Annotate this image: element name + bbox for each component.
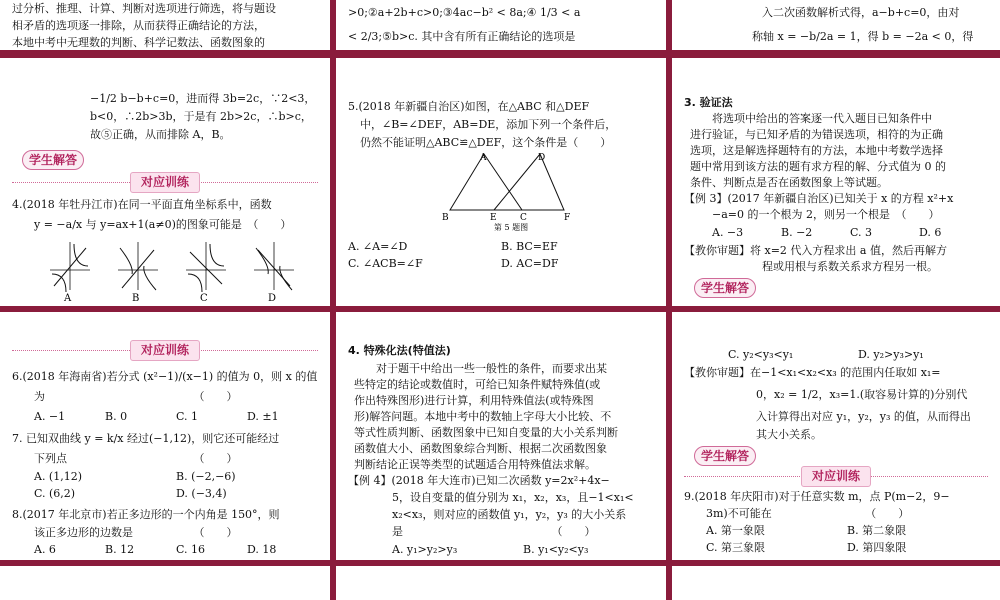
question-6-line: 6.(2018 年海南省)若分式 (x²−1)/(x−1) 的值为 0，则 x 的值: [12, 370, 318, 383]
training-label: 对应训练: [130, 172, 200, 193]
question-9-line: 9.(2018 年庆阳市)对于任意实数 m，点 P(m−2，9−: [684, 490, 950, 503]
graph-label: B: [132, 293, 140, 304]
option-d[interactable]: D. (−3,4): [176, 487, 227, 500]
example-3-options: [712, 224, 988, 241]
card-verification-method: [672, 58, 1000, 306]
option-c[interactable]: C. 1: [176, 410, 199, 423]
text-line: 故⑤正确，从而排除 A，B。: [90, 128, 231, 141]
point-label-f: F: [564, 213, 571, 223]
text-line: 称轴 x = −b/2a = 1，得 b = −2a < 0，得: [752, 30, 974, 43]
student-answer-badge[interactable]: 学生解答: [694, 278, 756, 298]
student-answer-badge[interactable]: 学生解答: [22, 150, 84, 170]
hint-line: 【教你审题】在−1<x₁<x₂<x₃ 的范围内任取如 x₁=: [684, 366, 941, 379]
text-line: 些特定的结论或数值时，可给已知条件赋特殊值(或: [354, 378, 601, 391]
top-card-left: [0, 0, 330, 50]
hint-line: 其大小关系。: [756, 428, 822, 441]
bottom-card-left: [0, 566, 330, 600]
option-a[interactable]: A. ∠A=∠D: [348, 240, 408, 253]
example-4-line: 是 （ ）: [392, 525, 596, 538]
training-header: [12, 340, 318, 360]
example-3-line: −a=0 的一个根为 2，则另一个根是 （ ）: [712, 208, 940, 221]
graph-label: D: [268, 293, 277, 304]
option-d[interactable]: D. y₂>y₃>y₁: [858, 348, 924, 361]
option-d[interactable]: D. 第四象限: [847, 541, 907, 554]
text-line: b<0，∴2b>3b，于是有 2b>2c，∴b>c，: [90, 110, 312, 123]
top-card-right: [672, 0, 1000, 50]
card-special-value-method: [336, 312, 666, 560]
text-line: 函数值大小、函数图象综合判断、根据二次函数图象: [354, 442, 607, 455]
text-line: 过分析、推理、计算、判断对选项进行筛选，将与题设: [12, 2, 276, 15]
question-5-line: 5.(2018 年新疆自治区)如图，在△ABC 和△DEF: [348, 100, 590, 113]
option-c[interactable]: C. 3: [850, 226, 873, 239]
question-9-line: 3m)不可能在 （ ）: [706, 507, 910, 520]
question-8-line: 8.(2017 年北京市)若正多边形的一个内角是 150°，则: [12, 508, 280, 521]
text-line: 对于题干中给出一些一般性的条件，而要求出某: [376, 362, 607, 375]
question-6-line: 为 （ ）: [34, 390, 238, 403]
graph-label: C: [200, 293, 208, 304]
text-line: 形)解答问题。本地中考中的数轴上字母大小比较、不: [354, 410, 612, 423]
training-label: 对应训练: [801, 466, 871, 487]
point-label-a: A: [480, 153, 487, 163]
figure-caption: 第 5 题图: [493, 223, 529, 232]
option-a[interactable]: A. 6: [34, 543, 56, 556]
training-header: [12, 172, 318, 192]
text-line: 作出特殊图形)进行计算，利用特殊值法(或特殊图: [354, 394, 594, 407]
bottom-card-mid: [336, 566, 666, 600]
question-5-options: [348, 238, 654, 272]
student-answer-badge[interactable]: 学生解答: [694, 446, 756, 466]
text-line: 将选项中给出的答案逐一代入题目已知条件中: [712, 112, 932, 125]
training-label: 对应训练: [130, 340, 200, 361]
point-label-d: D: [538, 153, 546, 163]
question-4-line: y = −a/x 与 y=ax+1(a≠0)的图象可能是 （ ）: [34, 218, 292, 231]
question-6-options: [34, 408, 318, 425]
card-solution-q4: [0, 58, 330, 306]
option-c[interactable]: C. 16: [176, 543, 206, 556]
example-3-line: 【例 3】(2017 年新疆自治区)已知关于 x 的方程 x²+x: [684, 192, 954, 205]
triangle-figure: [436, 150, 586, 232]
graph-d: [254, 242, 294, 304]
graph-b: [118, 242, 158, 304]
point-label-c: C: [520, 213, 527, 223]
hint-line: 0，x₂ = 1/2，x₃=1.(取容易计算的)分别代: [756, 388, 968, 401]
text-line: >0;②a+2b+c>0;③4ac−b² < 8a;④ 1/3 < a: [348, 6, 581, 19]
option-a[interactable]: A. 第一象限: [706, 524, 765, 537]
question-4-line: 4.(2018 年牡丹江市)在同一平面直角坐标系中，函数: [12, 198, 272, 211]
example-4-line: 【例 4】(2018 年大连市)已知二次函数 y=2x²+4x−: [348, 474, 610, 487]
option-d[interactable]: D. ±1: [247, 410, 279, 423]
point-label-b: B: [442, 213, 449, 223]
option-c[interactable]: C. (6,2): [34, 487, 76, 500]
text-line: 入二次函数解析式得，a−b+c=0，由对: [762, 6, 960, 19]
hint-line: 入计算得出对应 y₁，y₂，y₃ 的值，从而得出: [756, 410, 971, 423]
top-card-mid: [336, 0, 666, 50]
text-line: 等式性质判断、函数图象中已知自变量的大小关系判断: [354, 426, 618, 439]
option-b[interactable]: B. 第二象限: [847, 524, 907, 537]
hint-line: 程或用根与系数关系求方程另一根。: [762, 260, 938, 273]
example-4-line: x₂<x₃，则对应的函数值 y₁，y₂，y₃ 的大小关系: [392, 508, 627, 521]
option-b[interactable]: B. (−2,−6): [176, 470, 236, 483]
graph-a: [50, 242, 90, 304]
example-4-options-cont: [728, 346, 988, 363]
option-a[interactable]: A. −3: [712, 226, 744, 239]
point-label-e: E: [490, 213, 497, 223]
option-c[interactable]: C. y₂<y₃<y₁: [728, 348, 794, 361]
option-b[interactable]: B. BC=EF: [501, 240, 558, 253]
training-header: [684, 466, 988, 486]
text-line: −1/2 b−b+c=0，进而得 3b=2c，∵2<3，: [90, 92, 316, 105]
option-d[interactable]: D. AC=DF: [501, 257, 559, 270]
text-line: 进行验证，与已知矛盾的为错误选项，相符的为正确: [690, 128, 943, 141]
option-d[interactable]: D. 18: [247, 543, 277, 556]
option-c[interactable]: C. ∠ACB=∠F: [348, 257, 423, 270]
text-line: 条件、判断点是否在函数图象上等试题。: [690, 176, 888, 189]
option-a[interactable]: A. −1: [34, 410, 66, 423]
graph-options: [50, 238, 310, 304]
option-c[interactable]: C. 第三象限: [706, 541, 766, 554]
question-8-options: [34, 541, 318, 558]
question-5-line: 仍然不能证明△ABC≌△DEF，这个条件是（ ）: [360, 136, 612, 149]
graph-c: [186, 242, 226, 304]
question-7-line: 下列点 （ ）: [34, 452, 238, 465]
option-a[interactable]: A. y₁>y₂>y₃: [392, 543, 458, 556]
section-title: 4. 特殊化法(特值法): [348, 344, 451, 357]
graph-label: A: [64, 293, 72, 304]
option-b[interactable]: B. 12: [105, 543, 135, 556]
text-line: 相矛盾的选项逐一排除，从而获得正确结论的方法，: [12, 19, 265, 32]
option-b[interactable]: B. 0: [105, 410, 128, 423]
option-d[interactable]: D. 6: [919, 226, 942, 239]
hint-line: 【教你审题】将 x=2 代入方程求出 a 值，然后再解方: [684, 244, 947, 257]
example-4-options: [392, 541, 654, 558]
question-9-options: [706, 522, 988, 556]
section-title: 3. 验证法: [684, 96, 733, 109]
option-b[interactable]: B. y₁<y₂<y₃: [523, 543, 589, 556]
question-5-line: 中，∠B=∠DEF，AB=DE，添加下列一个条件后，: [360, 118, 617, 131]
option-b[interactable]: B. −2: [781, 226, 813, 239]
question-8-line: 该正多边形的边数是 （ ）: [34, 526, 238, 539]
card-hint-and-q9: [672, 312, 1000, 560]
text-line: < 2/3;⑤b>c. 其中含有所有正确结论的选项是: [348, 30, 576, 43]
option-a[interactable]: A. (1,12): [34, 470, 83, 483]
text-line: 本地中考中无理数的判断、科学记数法、函数图象的: [12, 36, 265, 49]
bottom-card-right: [672, 566, 1000, 600]
text-line: 题中常用到该方法的题有求方程的解、分式值为 0 的: [690, 160, 946, 173]
example-4-line: 5，设自变量的值分别为 x₁，x₂，x₃，且−1<x₁<: [392, 491, 634, 504]
question-7-options: [34, 468, 318, 502]
text-line: 选项，这是解选择题特有的方法，本地中考数学选择: [690, 144, 943, 157]
question-7-line: 7. 已知双曲线 y = k/x 经过(−1,12)，则它还可能经过: [12, 432, 280, 445]
card-question-5: [336, 58, 666, 306]
text-line: 判断结论正误等类型的试题适合用特殊值法求解。: [354, 458, 596, 471]
card-training-6-8: [0, 312, 330, 560]
